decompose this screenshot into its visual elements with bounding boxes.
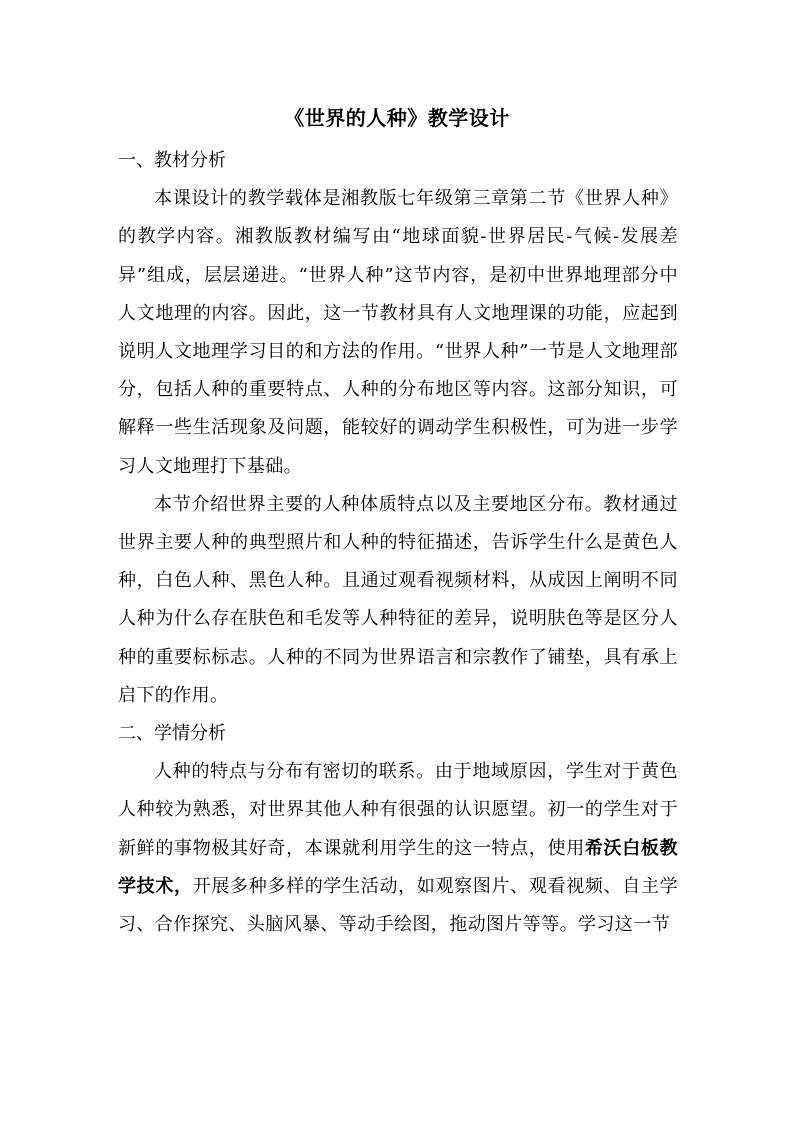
section-heading-student-analysis: 二、学情分析 xyxy=(118,723,226,745)
paragraph: 本节介绍世界主要的人种体质特点以及主要地区分布。教材通过世界主要人种的典型照片和人种的特征描述，告诉学生什么是黄色人种，白色人种、黑色人种。且通过观看视频材料，从成因上阐明不同人种为什么存在肤色和毛发等人种特征的差异，说明肤色等是区分人种的重要标标志。人种的不同为世界语言和宗教作了铺垫，具有承上启下的作用。 xyxy=(118,493,678,706)
paragraph: 本课设计的教学载体是湘教版七年级第三章第二节《世界人种》的教学内容。湘教版教材编写由“地球面貌-世界居民-气候-发展差异”组成，层层递进。“世界人种”这节内容，是初中世界地理部分中人文地理的内容。因此，这一节教材具有人文地理课的功能，应起到说明人文地理学习目的和方法的作用。“世界人种”一节是人文地理部分，包括人种的重要特点、人种的分布地区等内容。这部分知识，可解释一些生活现象及问题，能较好的调动学生积极性，可为进一步学习人文地理打下基础。 xyxy=(118,188,678,477)
document-title: 《世界的人种》教学设计 xyxy=(284,106,510,130)
document-body xyxy=(118,142,678,944)
bold-phrase: 希沃白板教学技术， xyxy=(118,837,679,897)
paragraph-text: 开展多种多样的学生活动，如观察图片、观看视频、自主学习、合作探究、头脑风暴、等动手绘图，拖动图片等等。学习这一节 xyxy=(118,875,678,936)
paragraph-text: 人种的特点与分布有密切的联系。由于地域原因，学生对于黄色人种较为熟悉，对世界其他人种有很强的认识愿望。初一的学生对于新鲜的事物极其好奇，本课就利用学生的这一特点，使用 xyxy=(118,761,678,859)
section-heading-textbook-analysis: 一、教材分析 xyxy=(118,150,226,171)
paragraph xyxy=(118,753,678,944)
